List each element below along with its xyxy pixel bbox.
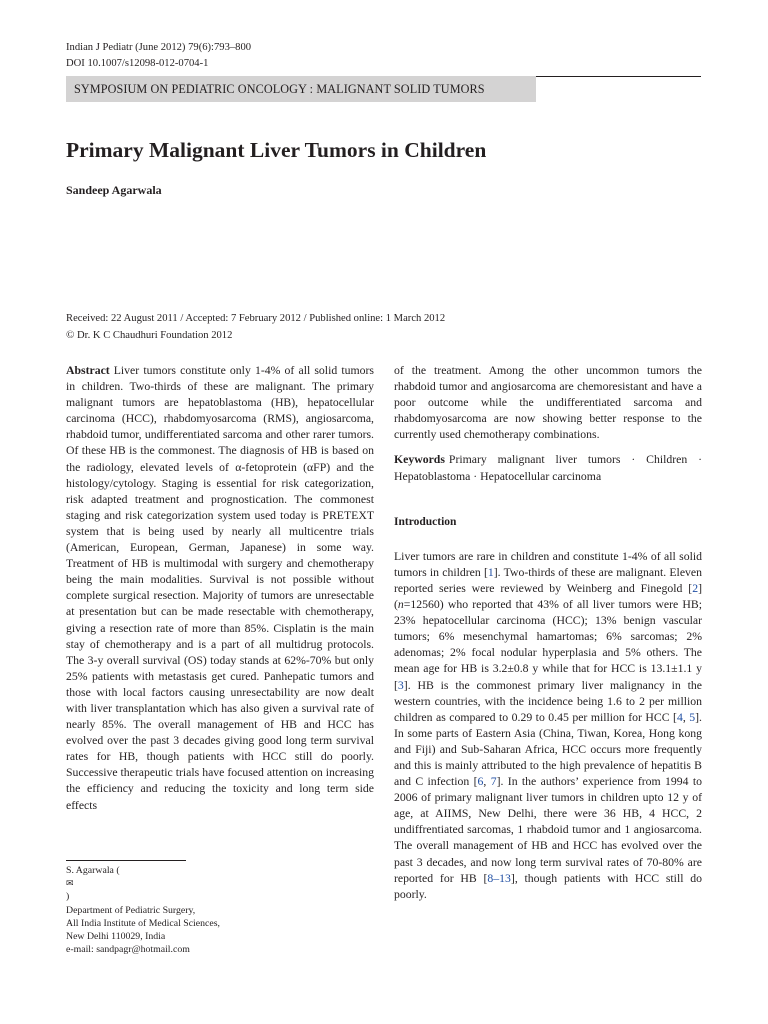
footnote-email-line xyxy=(66,943,366,956)
abstract-continuation: of the treatment. Among the other uncommon tumors the rhabdoid tumor and angiosarcoma are chemoresistant and have a poor outcome while the undifferentiated sarcoma and rhabdomyosarcoma are now showing better response to the currently used chemotherapy combinations. xyxy=(394,364,702,442)
copyright-text: Dr. K C Chaudhuri Foundation 2012 xyxy=(77,330,233,341)
reference-link[interactable]: 5 xyxy=(689,710,696,724)
introduction-heading: Introduction xyxy=(394,515,457,528)
symposium-band: SYMPOSIUM ON PEDIATRIC ONCOLOGY : MALIGNANT SOLID TUMORS xyxy=(66,76,536,102)
abstract-heading: Abstract xyxy=(66,364,110,377)
dates-line: Received: 22 August 2011 / Accepted: 7 February 2012 / Published online: 1 March 2012 xyxy=(66,313,446,324)
publication-dates xyxy=(66,311,445,344)
intro-text: =12560) who reported that 43% of all liver tumors were HB; 23% hepatocellular carcinoma (HCC); 13% benign vascular tumors; 6% mesenchymal hamartomas; 6% sarcomas; 2% adenomas; 2% focal nodular hyperplasia and 5% others. The mean age for HB is 3.2±0.8 y while that for HCC is 13.1±1.1 y [ xyxy=(394,598,702,692)
reference-link[interactable]: 1 xyxy=(487,565,494,579)
footnote-department: Department of Pediatric Surgery, xyxy=(66,904,196,916)
keywords-paragraph xyxy=(394,452,702,484)
intro-text: , xyxy=(483,775,491,789)
author-footnote xyxy=(66,864,366,956)
article-author: Sandeep Agarwala xyxy=(66,183,162,197)
intro-text: Liver tumors are rare in children and constitute 1-4% of all solid tumors in children [ xyxy=(394,549,702,579)
reference-link[interactable]: 4 xyxy=(676,710,683,724)
right-column xyxy=(394,363,702,903)
copyright-line xyxy=(66,327,445,344)
intro-text: ]. HB is the commonest primary liver malignancy in the western countries, with the incidence being 1.6 to 2 per million children as compared to 0.29 to 0.45 per million for HCC [ xyxy=(394,678,702,724)
intro-text: ]. In the authors’ experience from 1994 to 2006 of primary malignant liver tumors in children upto 12 y of age, at AIIMS, New Delhi, there were 36 HB, 4 HCC, 2 undiffrentiated sarcomas, 1 rhabdoid tumor and 1 angiosarcoma. The overall management of HB and HCC has evolved over the past 3 decades, and now long term survival rates of 70-80% are reported for HB [ xyxy=(394,775,703,885)
sample-size-label: n xyxy=(397,598,404,612)
keywords-text: Primary malignant liver tumors · Children · Hepatoblastoma · Hepatocellular carcinoma xyxy=(394,453,702,483)
abstract-paragraph xyxy=(66,363,374,814)
journal-header xyxy=(66,40,251,71)
reference-link[interactable]: 6 xyxy=(477,775,484,789)
reference-link[interactable]: 8–13 xyxy=(487,871,511,885)
reference-link[interactable]: 2 xyxy=(692,581,699,595)
footnote-author-line xyxy=(66,864,366,904)
footnote-author: S. Agarwala ( xyxy=(66,865,120,876)
intro-text: ]. Two-thirds of these are malignant. Eleven reported series were reviewed by Weinberg and Finegold [ xyxy=(394,565,702,595)
footnote-paren: ) xyxy=(66,891,70,903)
journal-citation: Indian J Pediatr (June 2012) 79(6):793–800 xyxy=(66,42,252,53)
email-link[interactable]: sandpagr@hotmail.com xyxy=(96,944,190,956)
intro-text: , xyxy=(682,710,690,724)
reference-link[interactable]: 7 xyxy=(490,775,497,789)
intro-text: ], though patients with HCC still do poorly. xyxy=(394,871,702,901)
envelope-icon: ✉ xyxy=(66,878,74,889)
footnote-rule xyxy=(66,860,186,861)
abstract-text: Liver tumors constitute only 1-4% of all solid tumors in children. Two-thirds of these are malignant. The primary malignant tumors are hepatoblastoma (HB), hepatocellular carcinoma (HCC), rhabdomyosarcoma (RMS), angiosarcoma, rhabdoid tumor, undifferentiated sarcoma and other rarer tumors. Of these HB is the commonest. The diagnosis of HB is based on the radiology, elevated levels of α-fetoprotein (αFP) and the histology/cytology. Staging is essential for risk categorization, risk adapted treatment and prognostication. The commonest staging and risk categorization system used today is PRETEXT system that is being used by nearly all multicentre trials (American, European, German, Japanese) in some way. Treatment of HB is multimodal with surgery and chemotherapy being the main modalities. Survival is not possible without complete surgical resection. Majority of tumors are unresectable at presentation but can be made resectable with chemotherapy, giving a resection rate of more than 85%. Cisplatin is the main stay of chemotherapy and is a part of all multidrug protocols. The 3-y overall survival (OS) today stands at 62%-70% but only 25% patients with metastasis get cured. Panhepatic tumors and those with local factors causing unresectability are now dealt with liver transplantation which has also given a survival rate of nearly 85%. The overall management of HB and HCC has evolved over the past 3 decades giving good long term survival rates for HB, though patients with HCC still do poorly. Successive therapeutic trials have focused attention on increasing the efficiency and reducing the toxicity and long term side effects xyxy=(66,364,374,812)
intro-text: ] ( xyxy=(394,581,702,612)
intro-text: ]. In some parts of Eastern Asia (China, Tiwan, Korea, Hong kong and Fiji) and Sub-Saharan Africa, HCC occurs more frequently and this is mainly attributed to the high prevalence of hepatitis B and C infection [ xyxy=(394,710,702,789)
footnote-institution: All India Institute of Medical Sciences, xyxy=(66,917,220,929)
reference-link[interactable]: 3 xyxy=(397,678,404,692)
copyright-symbol: © xyxy=(66,329,75,341)
keywords-heading: Keywords xyxy=(394,453,445,467)
left-column xyxy=(66,363,374,814)
email-label: e-mail: xyxy=(66,944,97,956)
footnote-city: New Delhi 110029, India xyxy=(66,931,166,943)
journal-doi: DOI 10.1007/s12098-012-0704-1 xyxy=(66,57,209,69)
article-title: Primary Malignant Liver Tumors in Children xyxy=(66,138,487,162)
introduction-paragraph xyxy=(394,549,702,903)
